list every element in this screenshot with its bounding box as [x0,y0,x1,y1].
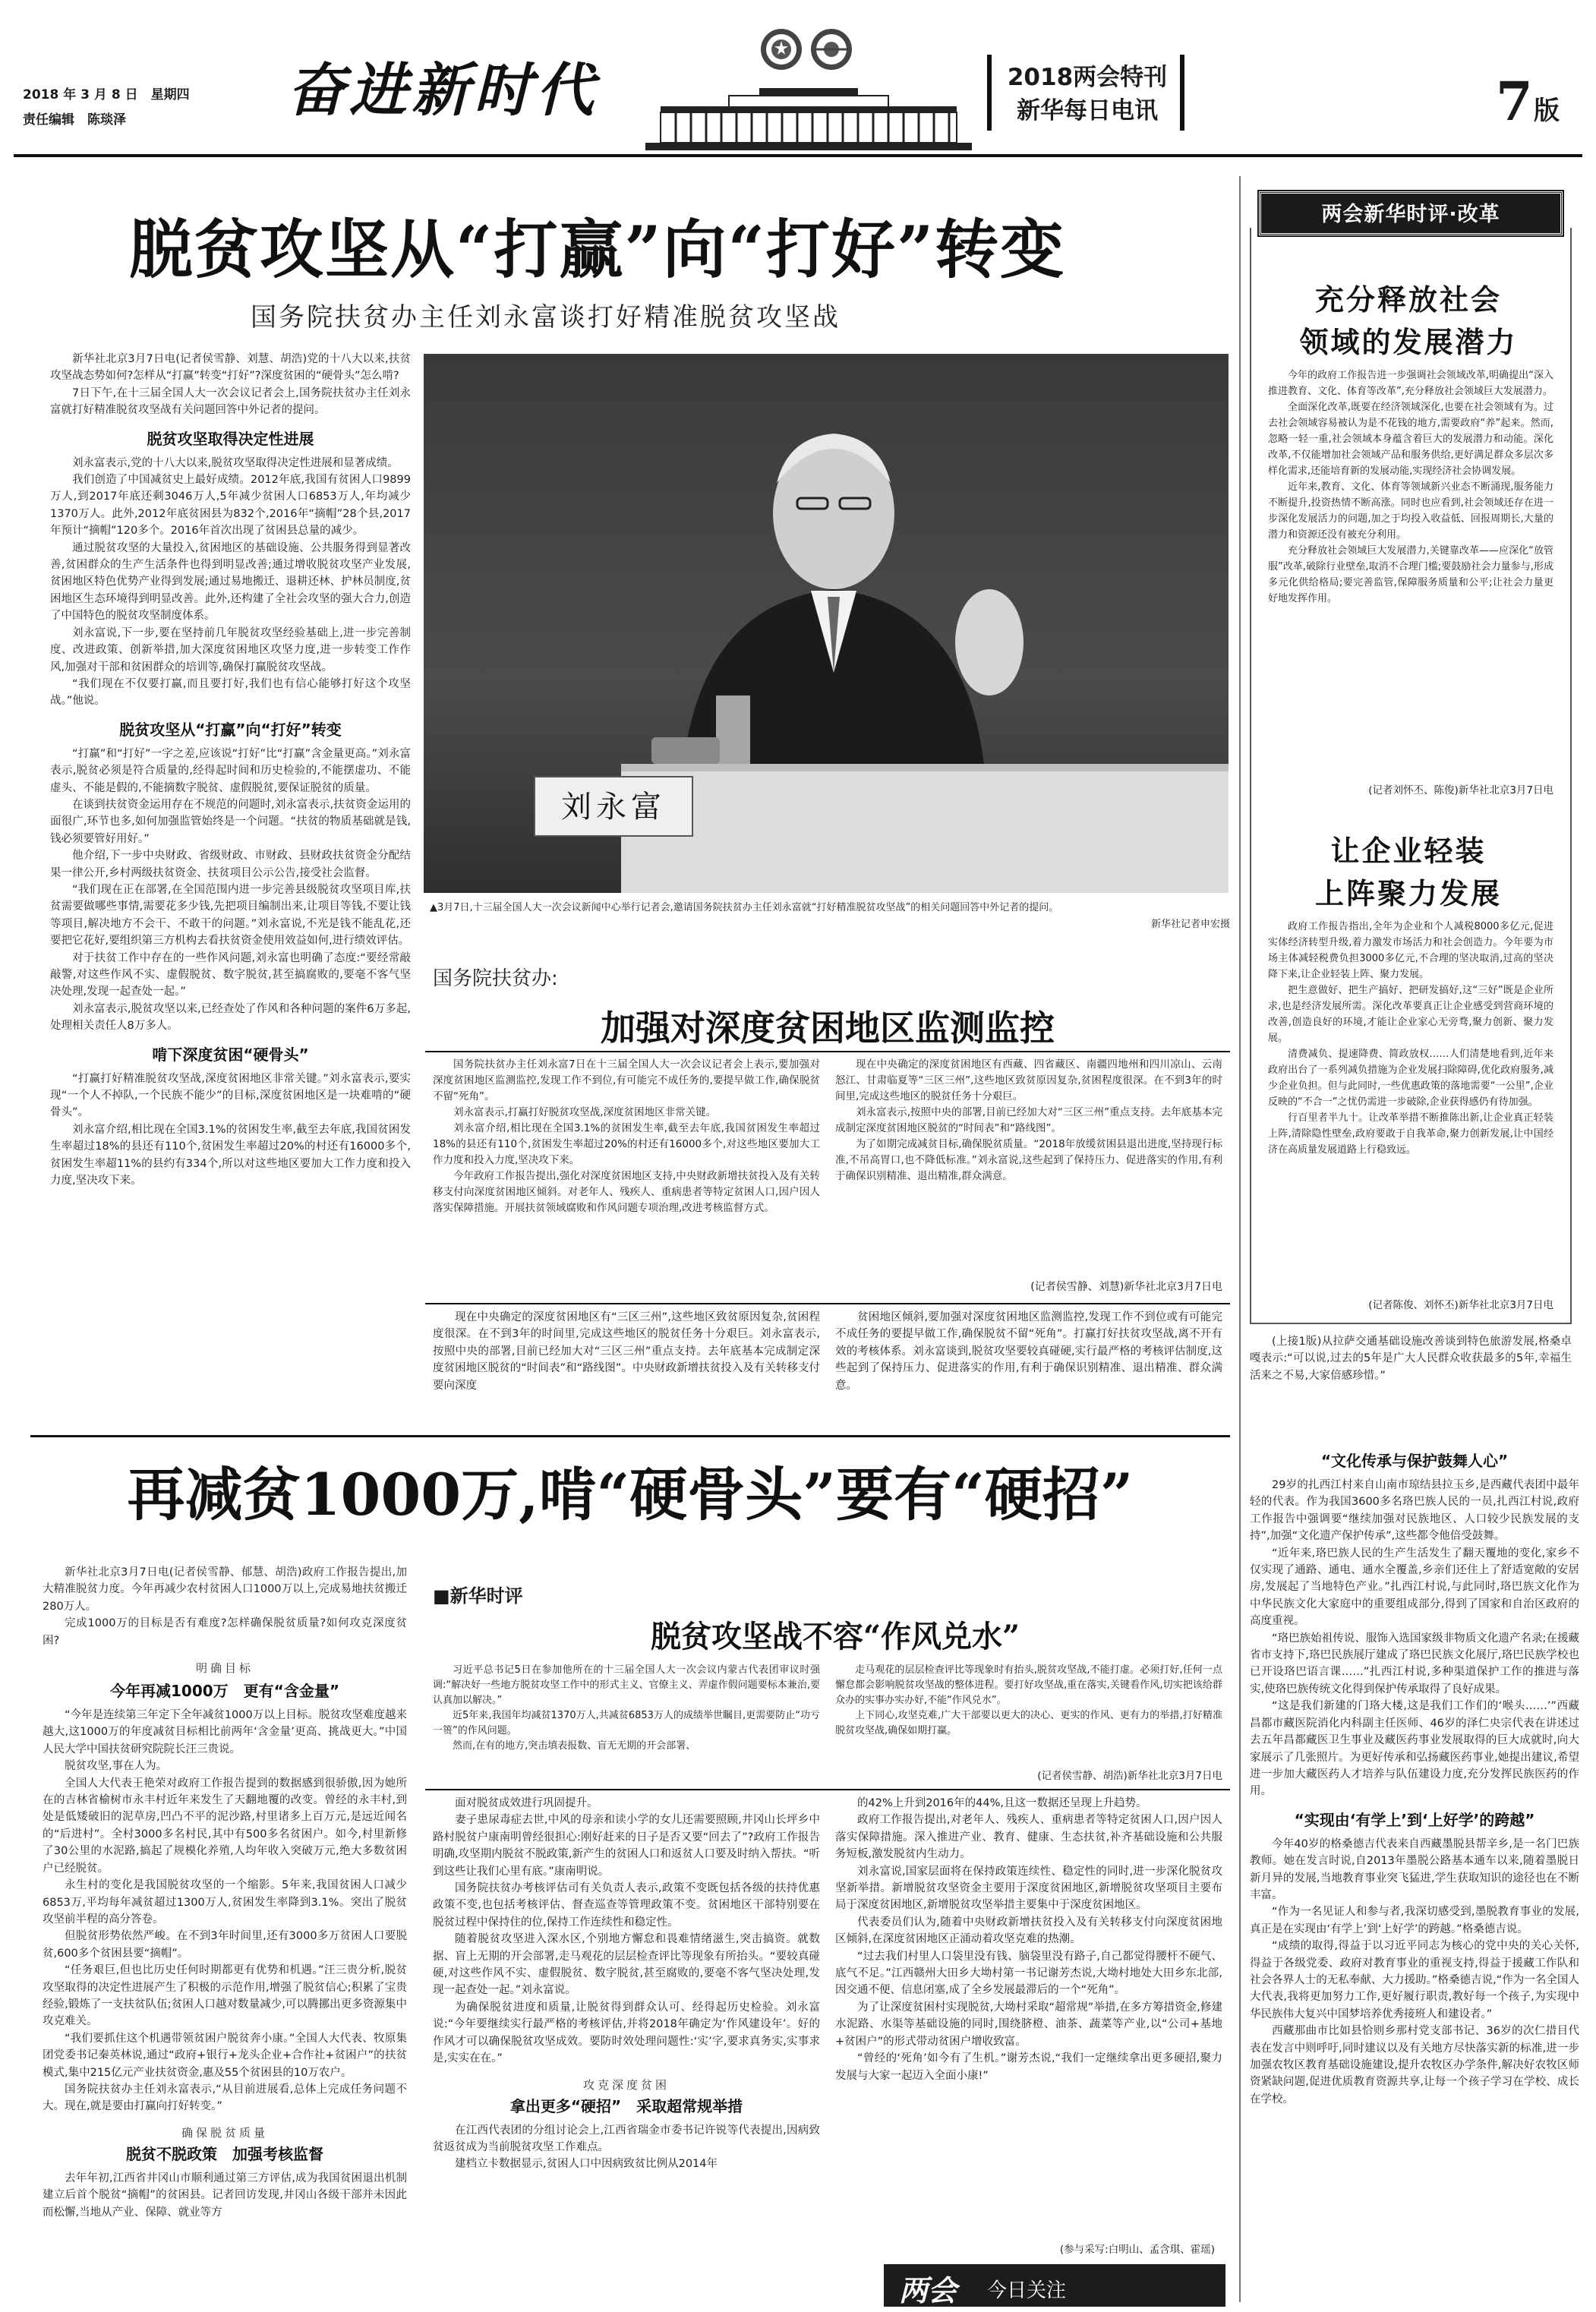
subsection-tag: 明确目标 [195,1661,254,1676]
right-lower-column [1250,1443,1579,2304]
section-brand: 奋进新时代 [287,56,598,124]
section-heading: 拿出更多“硬招” 采取超常规举措 [509,2096,743,2115]
paragraph: 充分释放社会领域巨大发展潜力,关键靠改革——应深化“放管服”改革,破除行业壁垒,取消不合理门槛;要鼓励社会力量参与,形成多元化供给格局;要完善监管,保障服务质量和公平;让社会力量更好地发挥作用。 [1268,545,1553,604]
paragraph: “我们要抓住这个机遇带领贫困户脱贫奔小康。”全国人大代表、牧原集团党委书记秦英林说,通过“政府+银行+龙头企业+合作社+贫困户”的扶贫模式,集中215亿元产业扶贫资金,惠及55个贫困县的10万农户。 [43,2032,407,2079]
paragraph: 近年来,教育、文化、体育等领域新兴业态不断涌现,服务能力不断提升,投资热情不断高涨。同时也应看到,社会领域还存在进一步深化发展活力的问题,加之于均投入收益低、回报周期长,大量的潜力和资源还没有被充分利用。 [1268,481,1553,541]
side-article2-body [1268,919,1553,1288]
photo-caption: ▲3月7日,十三届全国人大一次会议新闻中心举行记者会,邀请国务院扶贫办主任刘永富就“打好精准脱贫攻坚战”的相关问题回答中外记者的提问。 [430,902,1059,913]
paragraph: 面对脱贫成效进行巩固提升。 [455,1797,598,1809]
paragraph: 7日下午,在十三届全国人大一次会议记者会上,国务院扶贫办主任刘永富就打好精准脱贫攻坚战有关问题回答中外记者的提问。 [50,386,411,417]
photo-credit: 新华社记者申宏摄 [1150,919,1230,930]
page-number: 7 [1496,70,1533,133]
paragraph: 国务院扶贫办考核评估司有关负责人表示,政策不变既包括各级的扶持优惠政策不变,也包括考核评估、督查巡查等管理政策不变。贫困地区干部特别要在脱贫过程中保持住的位,保持工作连续性和稳定性。 [433,1882,820,1929]
continued-from-page1 [1250,1333,1572,1427]
paragraph: 去年年初,江西省井冈山市顺利通过第三方评估,成为我国贫困退出机制建立后首个脱贫“摘帽”的贫困县。记者回访发现,井冈山各级干部并未因此而松懈,当地从产业、保障、就业等方 [43,2172,407,2219]
paragraph: 为了如期完成减贫目标,确保脱贫质量。“2018年放缓贫困县退出进度,坚持现行标准,不吊高胃口,也不降低标准。”刘永富说,这些起到了保持压力、促进落实的作用,有利于确保识别精准、退出精准,群众满意。 [835,1138,1222,1182]
footer-label: 今日关注 [987,2279,1067,2302]
special-edition-line2: 新华每日电讯 [1017,97,1158,125]
paragraph: 现在中央确定的深度贫困地区有西藏、四省藏区、南疆四地州和四川凉山、云南怒江、甘肃临夏等“三区三州”,这些地区致贫原因复杂,贫困程度很深。在不到3年的时间里,完成这些地区的脱贫任务十分艰巨。 [835,1058,1222,1102]
second-column-left [43,1564,407,2301]
monitor-column-right [835,1057,1222,1277]
paragraph: 全国人大代表王艳荣对政府工作报告提到的数据感到很骄傲,因为她所在的吉林省榆树市永丰村近年来发生了天翻地覆的改变。曾经的永丰村,到处是低矮破旧的泥草房,凹凸不平的泥沙路,村里诸多上百万元,是远近闻名的“后进村”。全村3000多名村民,其中有500多名贫困户。如今,村里新修了30公里的水泥路,搞起了规模化养殖,人均年收入突破万元,绝大多数贫困户已经脱贫。 [43,1777,407,1875]
paragraph: 新华社北京3月7日电(记者侯雪静、郁慧、胡浩)政府工作报告提出,加大精准脱贫力度。今年再减少农村贫困人口1000万以上,完成易地扶贫搬迁280万人。 [43,1566,407,1613]
paragraph: 刘永富表示,脱贫攻坚以来,已经查处了作风和各种问题的案件6万多起,处理相关责任人8万多人。 [50,1002,411,1033]
paragraph: 妻子患尿毒症去世,中风的母亲和读小学的女儿还需要照顾,井冈山长坪乡中路村脱贫户康南明曾经很担心:刚好赶来的日子是否又要“回去了”?政府工作报告明确,攻坚期内脱贫不脱政策,新产生的贫困人口和返贫人口要及时纳入帮扶。“听到这些让我们心里有底。”康南明说。 [433,1814,820,1878]
paragraph: 为了让深度贫困村实现脱贫,大坳村采取“超常规”举措,在多方筹措资金,修建水泥路、水渠等基础设施的同时,围绕脐橙、油茶、蔬菜等产业,以“公司+基地+贫困户”的形式带动贫困户增收致富。 [835,2001,1222,2048]
monitor-column-left [433,1057,820,1298]
subsection-tag: 确保脱贫质量 [181,2125,268,2140]
paragraph: 清费减负、提速降费、简政放权……人们清楚地看到,近年来政府出台了一系列减负措施为企业发展扫除障碍,优化政府服务,减少企业负担。但与此同时,一些优惠政策的落地需要“一公里”,企业反映的“不合一”之忧仍需进一步破除,企业获得感仍有待加强。 [1268,1049,1553,1108]
paragraph: 刘永富表示,打赢打好脱贫攻坚战,深度贫困地区非常关键。 [453,1106,717,1118]
speaker-nameplate: 刘永富 [534,776,693,837]
special-edition-line1: 2018两会特刊 [1007,64,1168,91]
paragraph: 永生村的变化是我国脱贫攻坚的一个缩影。5年来,我国贫困人口减少6853万,平均每年减贫超过1300万人,贫困发生率降到3.1%。突出了脱贫攻坚前半程的高分答卷。 [43,1879,407,1926]
paragraph: 在谈到扶贫资金运用存在不规范的问题时,刘永富表示,扶贫资金运用的面很广,环节也多,如何加强监管始终是一个问题。“扶贫的物质基础就是钱,钱必须要管好用好。” [50,798,411,845]
paragraph: 然而,在有的地方,突击填表报数、盲无无期的开会部署、 [453,1740,696,1752]
paragraph: 现在中央确定的深度贫困地区有“三区三州”,这些地区致贫原因复杂,贫困程度很深。在不到3年的时间里,完成这些地区的脱贫任务十分艰巨。刘永富表示,按照中央的部署,目前已经加大对“三区三州”重点支持。去年底基本完成制定深度贫困地区脱贫的“时间表”和“路线图”。中央财政新增扶贫投入及有关转移支付要向深度 [433,1311,820,1392]
section-rule [30,1435,1230,1437]
section-heading: 脱贫不脱政策 加强考核监督 [126,2144,323,2163]
editor-credit: 责任编辑 陈琰泽 [23,112,126,128]
monitor-bottom-rule [425,1303,1230,1304]
masthead [0,0,1596,175]
masthead-rule [14,154,1582,157]
section-heading: 脱贫攻坚从“打赢”向“打好”转变 [119,720,342,739]
paragraph: 国务院扶贫办主任刘永富表示,“从目前进展看,总体上完成任务问题不大。现在,就是要由打赢向打好转变。” [43,2083,407,2113]
monitor-rule [425,1051,1230,1052]
commentary-byline: (记者侯雪静、胡浩)新华社北京3月7日电 [1037,1770,1222,1782]
lead-column-left [50,351,411,1558]
paragraph: 今年40岁的格桑德吉代表来自西藏墨脱县帮辛乡,是一名门巴族教师。她在发言时说,自2013年墨脱公路基本通车以来,随着墨脱日新月异的发展,当地教育事业突飞猛进,学生获取知识的途径也在不断丰富。 [1250,1837,1579,1901]
paragraph: (上接1版)从拉萨交通基础设施改善谈到特色旅游发展,格桑卓嘎表示:“可以说,过去的5年是广大人民群众收获最多的5年,幸福生活来之不易,大家倍感珍惜。” [1250,1336,1572,1382]
side-article2-title-line2: 上阵聚力发展 [1314,876,1502,910]
paragraph: 刘永富说,国家层面将在保持政策连续性、稳定性的同时,进一步深化脱贫攻坚新举措。新增脱贫攻坚资金主要用于深度贫困地区,新增脱贫攻坚项目主要布局于深度贫困地区,新增脱贫攻坚举措主要集中于深度贫困地区。 [835,1865,1222,1912]
section-heading: 今年再减1000万 更有“含金量” [110,1682,339,1701]
paragraph: 近5年来,我国年均减贫1370万人,共减贫6853万人的成绩举世瞩目,更需要防止“功亏一篑”的作风问题。 [433,1710,820,1736]
paragraph: “珞巴族始祖传说、服饰入选国家级非物质文化遗产名录;在援藏省市支持下,珞巴民族展厅建成了珞巴民族文化展厅,珞巴民族学校也已开设珞巴语言课……”扎西江村说,多种渠道保护工作的推进与落实,使珞巴族传统文化得到保护传承取得了良好成果。 [1250,1632,1579,1695]
paragraph: 贫困地区倾斜,要加强对深度贫困地区监测监控,发现工作不到位或有可能完不成任务的要提早做工作,确保脱贫不留“死角”。打赢打好扶贫攻坚战,离不开有效的考核体系。刘永富谈到,脱贫攻坚要较真碰硬,实行最严格的考核评估制度,这些起到了保持压力、促进落实的作用,有利于确保识别精准、退出精准、群众满意。 [835,1311,1222,1392]
paragraph: “任务艰巨,但也比历史任何时期都更有优势和机遇。”汪三贵分析,脱贫攻坚取得的决定性进展产生了积极的示范作用,增强了脱贫信心;积累了宝贵经验,锻炼了一支扶贫队伍;贫困人口越对数量减少,可以腾挪出更多资源集中攻克难关。 [43,1964,407,2028]
side-article1-byline: (记者刘怀丕、陈俊)新华社北京3月7日电 [1368,784,1553,796]
second-byline: (参与采写:白明山、孟含琪、霍瑶) [1059,2244,1215,2256]
second-column-right [835,1795,1222,2240]
lead-headline: 脱贫攻坚从“打赢”向“打好”转变 [129,212,1066,287]
section-heading: 啃下深度贫困“硬骨头” [152,1045,309,1064]
paragraph: “打赢”和“打好”一字之差,应该说“打好”比“打赢”含金量更高。”刘永富表示,脱贫必须是符合质量的,经得起时间和历史检验的,不能摆虚功、不能虚头、不能是假的,不能摘数字脱贫、虚假脱贫,要保证脱贫的质量。 [50,747,411,794]
paragraph: 把生意做好、把生产搞好、把研发搞好,这“三好”既是企业所求,也是经济发展所需。深化改革要真正让企业感受到营商环境的改善,创造良好的环境,才能让企业家心无旁骛,聚力创新、聚力发展。 [1268,985,1553,1044]
paragraph: 国务院扶贫办主任刘永富7日在十三届全国人大一次会议记者会上表示,要加强对深度贫困地区监测监控,发现工作不到位,有可能完不成任务的,要提早做工作,确保脱贫不留“死角”。 [433,1058,820,1102]
paragraph: 刘永富说,下一步,要在坚持前几年脱贫攻坚经验基础上,进一步完善制度、改进政策、创新举措,加大深度贫困地区攻坚力度,进一步转变工作作风,加强对干部和贫困群众的培训等,确保打赢脱贫攻坚战。 [50,626,411,673]
column-divider [1239,176,1241,2302]
side-article1-title-line1: 充分释放社会 [1314,282,1502,317]
section-heading: 脱贫攻坚取得决定性进展 [147,429,314,448]
paragraph: 代表委员们认为,随着中央财政新增扶贫投入及有关转移支付向深度贫困地区倾斜,在深度贫困地区正涌动着攻坚克难的热潮。 [835,1916,1222,1946]
paragraph: “过去我们村里人口袋里没有钱、脑袋里没有路子,自己都觉得腰杆不硬气、底气不足。”江西赣州大田乡大坳村第一书记谢芳杰说,大坳村地处大田乡东北部,因交通不便、信息闭塞,成了全乡发展最滞后的一个“死角”。 [835,1950,1222,1997]
paragraph: “我们现在不仅要打赢,而且要打好,我们也有信心能够打好这个攻坚战。”他说。 [50,677,411,708]
paragraph: “作为一名见证人和参与者,我深切感受到,墨脱教育事业的发展,真正是在实现由‘有学上’到‘上好学’的跨越。”格桑德吉说。 [1250,1906,1579,1935]
lead-tail-mid [433,1309,820,1427]
paragraph: 但脱贫形势依然严峻。在不到3年时间里,还有3000多万贫困人口要脱贫,600多个贫困县要“摘帽”。 [43,1930,407,1960]
cppcc-emblem-icon [809,27,853,71]
paragraph: 的42%上升到2016年的44%,且这一数据还呈现上升趋势。 [857,1797,1147,1809]
commentary-headline: 脱贫攻坚战不容“作风兑水” [650,1619,1020,1654]
paragraph: “我们现在正在部署,在全国范围内进一步完善县级脱贫攻坚项目库,扶贫需要做哪些事情,需要花多少钱,先把项目编制出来,让项目等钱,不要让钱等项目,解决地方不会干、不敢干的问题。”刘永富说,不光是钱不能乱花,还要把它花好,要组织第三方机构去看扶贫资金使用效益如何,进行绩效评估。 [50,883,411,948]
paragraph: “曾经的‘死角’如今有了生机。”谢芳杰说,“我们一定继续拿出更多硬招,聚力发展与大家一起迈入全面小康!” [835,2052,1222,2082]
commentary-column-right [835,1663,1222,1768]
commentary-banner-text: 两会新华时评·改革 [1321,203,1500,226]
paragraph: 全面深化改革,既要在经济领域深化,也要在社会领域有为。过去社会领域容易被认为是不花钱的地方,需要政府“养”起来。然而,忽略一轻一重,社会领域本身蕴含着巨大的发展潜力和动能。深化改革,不仅能增加社会领域产品和服务供给,更好满足群众多层次多样化需求,还能培育新的发展动能,实现经济社会协调发展。 [1268,402,1553,477]
paragraph: 随着脱贫攻坚进入深水区,个别地方懈怠和畏难情绪滋生,突击搞资。就数据、盲上无期的开会部署,走马观花的层层检查评比等现象有所抬头。“要较真碰硬,对这些作风不实、虚假脱贫、数字脱贫,甚至腐败的,要毫不客气坚决处理,发现一起查处一起。”刘永富说。 [433,1933,820,1997]
lead-tail-right [835,1309,1222,1427]
lead-subtitle: 国务院扶贫办主任刘永富谈打好精准脱贫攻坚战 [251,302,841,333]
commentary-tag: ■新华时评 [433,1585,523,1607]
national-emblem-icon [759,27,803,71]
side-article1-body [1268,367,1553,778]
subsection-tag: 攻克深度贫困 [582,2077,670,2092]
paragraph: 29岁的扎西江村来自山南市琼结县拉玉乡,是西藏代表团中最年轻的代表。作为我国3600多名珞巴族人民的一员,扎西江村说,政府工作报告中强调要“继续加强对民族地区、人口较少民族发展的支持”,加强“文化遗产保护传承”,这些都令他倍受鼓舞。 [1250,1479,1579,1543]
paragraph: 西藏那曲市比如县恰则乡那村党支部书记、36岁的次仁措目代表在发言中则呼吁,同时建议以及有关地方尽快落实新的标准,进一步加强农牧区教育基础设施建设,提升农牧区办学条件,解决好农牧区师资紧缺问题,促进优质教育资源共享,让每一个孩子学习在学校、成长在学校。 [1250,2025,1579,2105]
paragraph: “今年是连续第三年定下全年减贫1000万以上目标。脱贫攻坚难度越来越大,这1000万的年度减贫目标相比前两年‘含金量’更高、挑战更大。”中国人民大学中国扶贫研究院院长汪三贵说。 [43,1709,407,1755]
paragraph: 走马观花的层层检查评比等现象时有抬头,脱贫攻坚战,不能打虚。必须打好,任何一点懈怠都会影响脱贫攻坚战的整体进程。要打好攻坚战,重在落实,关键看作风,切实把该给群众办的实事办实办好,不能“作风兑水”。 [835,1664,1222,1706]
paragraph: 脱贫攻坚,事在人为。 [65,1760,168,1773]
paragraph: 刘永富表示,按照中央的部署,目前已经加大对“三区三州”重点支持。去年底基本完成制定深度贫困地区脱贫的“时间表”和“路线图”。 [835,1106,1222,1134]
side-article1-title-line2: 领域的发展潜力 [1299,325,1518,359]
paragraph: 我们创造了中国减贫史上最好成绩。2012年底,我国有贫困人口9899万人,到2017年底还剩3046万人,5年减少贫困人口6853万人,年均减少1370万人。此外,2012年底贫困县为832个,2016年“摘帽”28个县,2017年预计“摘帽”120多个。2016年首次出现了贫困县总量的减少。 [50,474,411,538]
paragraph: 政府工作报告指出,全年为企业和个人减税8000多亿元,促进实体经济转型升级,着力激发市场活力和社会创造力。今年要为市场主体减轻税费负担3000多亿元,不合理的坚决取消,过高的坚决降下来,让企业轻装上阵、聚力发展。 [1268,921,1553,980]
paragraph: 在江西代表团的分组讨论会上,江西省瑞金市委书记许锐等代表提出,因病致贫返贫成为当前脱贫攻坚工作难点。 [433,2124,820,2153]
great-hall-illustration [645,73,972,152]
paragraph: “成绩的取得,得益于以习近平同志为核心的党中央的关心关怀,得益于各级党委、政府对教育事业的重视支持,得益于援藏工作队和社会各界人士的无私奉献、大力援助。”格桑德吉说,“作为一名全国人大代表,我将更加努力工作,更好履行职责,教好每一个孩子,为实现中华民族伟大复兴中国梦培养优秀接班人和建设者。” [1250,1940,1579,2020]
paragraph: 新华社北京3月7日电(记者侯雪静、刘慧、胡浩)党的十八大以来,扶贫攻坚战态势如何?怎样从“打赢”转变“打好”?深度贫困的“硬骨头”怎么啃? [50,353,411,383]
footer-brand: 两会 [899,2273,957,2307]
paragraph: 刘永富介绍,相比现在全国3.1%的贫困发生率,截至去年底,我国贫困发生率超过18%的县还有110个,贫困发生率超过20%的村还有16000多个,对这些地区要加大工作力度和投入力度,坚决攻下来。 [433,1122,820,1166]
monitor-kicker: 国务院扶贫办: [433,967,558,990]
monitor-byline: (记者侯雪静、刘慧)新华社北京3月7日电 [1030,1281,1222,1293]
side-article2-byline: (记者陈俊、刘怀丕)新华社北京3月7日电 [1368,1299,1553,1311]
paragraph: 今年政府工作报告提出,强化对深度贫困地区支持,中央财政新增扶贫投入及有关转移支付向深度贫困地区倾斜。对老年人、残疾人、重病患者等特定贫困人口,因户因人落实保障措施。开展扶贫领域腐败和作风问题专项治理,改进考核监督方式。 [433,1170,820,1214]
paragraph: “打赢打好精准脱贫攻坚战,深度贫困地区非常关键。”刘永富表示,要实现“一个人不掉队,一个民族不能少”的目标,深度贫困地区是一块难啃的“硬骨头”。 [50,1072,411,1119]
paragraph: 通过脱贫攻坚的大量投入,贫困地区的基础设施、公共服务得到显著改善,贫困群众的生产生活条件也得到明显改善;通过增收脱贫攻坚产业发展,贫困地区特色优势产业得到发展;通过易地搬迁、退耕还林、护林员制度,贫困地区生态环境得到明显改善。此外,还构建了全社会攻坚的强大合力,创造了中国特色的脱贫攻坚制度体系。 [50,541,411,623]
paragraph: 习近平总书记5日在参加他所在的十三届全国人大一次会议内蒙古代表团审议时强调:“解决好一些地方脱贫攻坚工作中的形式主义、官僚主义、弄虚作假问题要标本兼治,要认真加以解决。” [433,1664,820,1706]
paragraph: 刘永富表示,党的十八大以来,脱贫攻坚取得决定性进展和显著成绩。 [72,456,399,469]
paragraph: 完成1000万的目标是否有难度?怎样确保脱贫质量?如何攻克深度贫困? [43,1617,407,1647]
paragraph: 政府工作报告提出,对老年人、残疾人、重病患者等特定贫困人口,因户因人落实保障措施。深入推进产业、教育、健康、生态扶贫,补齐基础设施和公共服务短板,激发脱贫内生动力。 [835,1814,1222,1861]
paragraph: 行百里者半九十。让改革举措不断推陈出新,让企业真正轻装上阵,清除隐性壁垒,政府要敢于自我革命,聚力创新发展,让中国经济在高质量发展道路上行稳致远。 [1268,1112,1553,1156]
paragraph: 上下同心,攻坚克难,广大干部要以更大的决心、更实的作风、更有力的举措,打好精准脱贫攻坚战,确保如期打赢。 [835,1710,1222,1736]
issue-date: 2018 年 3 月 8 日 星期四 [23,87,190,103]
section-heading: “实现由‘有学上’到‘上好学’的跨越” [1294,1810,1535,1829]
monitor-headline: 加强对深度贫困地区监测监控 [601,1008,1055,1049]
second-headline: 再减贫1000万,啃“硬骨头”要有“硬招” [127,1461,1134,1528]
section-heading: “文化传承与保护鼓舞人心” [1320,1452,1509,1470]
commentary-bottom-rule [425,1789,1230,1790]
paragraph: 建档立卡数据显示,贫困人口中因病致贫比例从2014年 [455,2158,718,2171]
paragraph: 为确保脱贫进度和质量,让脱贫得到群众认可、经得起历史检验。刘永富说:“今年要继续实行最严格的考核评估,并将2018年确定为‘作风建设年’。好的作风才可以确保脱贫攻坚成效。要防时效处理问题性:‘实’字,要求真务实,实事求是,实实在在。” [433,2001,820,2065]
page-number-suffix: 版 [1534,96,1560,126]
paragraph: “近年来,珞巴族人民的生产生活发生了翻天覆地的变化,家乡不仅实现了通路、通电、通水全覆盖,乡亲们还住上了舒适宽敞的安居房,发展起了当地特色产业。”扎西江村说,与此同时,珞巴族文化作为中华民族文化大家庭中的重要组成部分,得到了国家和自治区政府的高度重视。 [1250,1547,1579,1628]
paragraph: 对于扶贫工作中存在的一些作风问题,刘永富也明确了态度:“要经常敲敲警,对这些作风不实、虚假脱贫、数字脱贫,甚至搞腐败的,要毫不客气坚决处理,发现一起查处一起。” [50,951,411,998]
paragraph: 他介绍,下一步中央财政、省级财政、市财政、县财政扶贫资金分配结果一律公开,乡村两级扶贫资金、扶贫项目公示公告,接受社会监督。 [50,850,411,879]
paragraph: 刘永富介绍,相比现在全国3.1%的贫困发生率,截至去年底,我国贫困发生率超过18%的县还有110个,贫困发生率超过20%的村还有16000多个,贫困发生率超11%的县约有334个,所以对这些地区要加大工作力度和投入力度,坚决攻下来。 [50,1123,411,1188]
second-column-mid [433,1795,820,2301]
lead-photo [424,354,1229,893]
commentary-column-left [433,1663,820,1783]
paragraph: “这是我们新建的门珞大楼,这是我们工作们的‘喉头……’”西藏昌都市藏医院消化内科副主任医师、46岁的泽仁央宗代表在讲述过去五年昌都藏医卫生事业及藏医药事业发展取得的巨大成就时,向大家展示了几张照片。为更好传承和弘扬藏医药事业,她提出建议,希望进一步加大藏医药人才培养与队伍建设力度,充分发挥民族医药的作用。 [1250,1700,1579,1798]
paragraph: 今年的政府工作报告进一步强调社会领域改革,明确提出“深入推进教育、文化、体育等改革”,充分释放社会领域巨大发展潜力。 [1268,370,1553,397]
side-article2-title-line1: 让企业轻装 [1330,834,1487,868]
